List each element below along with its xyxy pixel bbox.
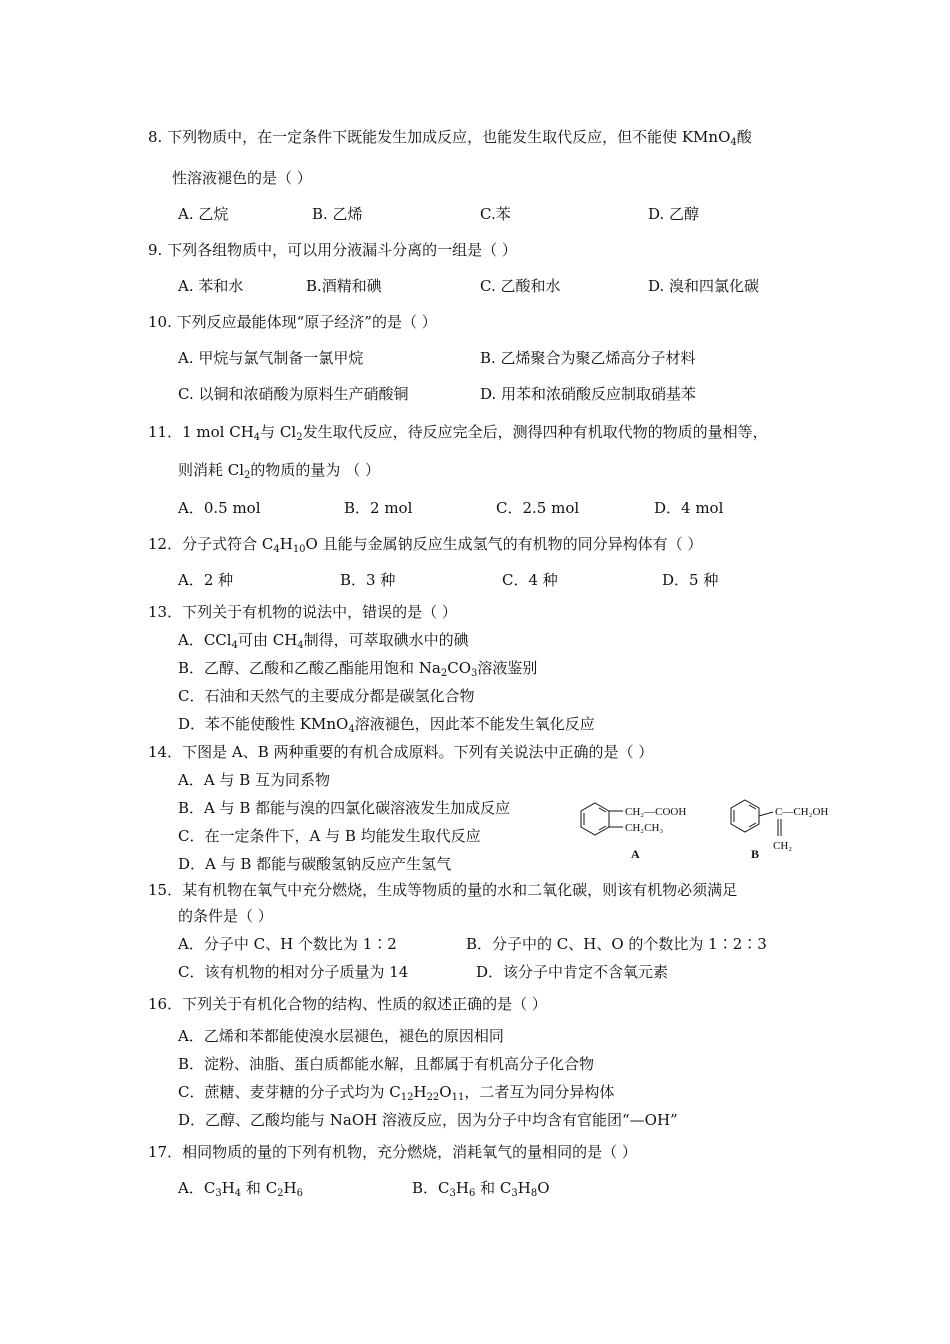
question-16-stem: 16．下列关于有机化合物的结构、性质的叙述正确的是（ ）: [148, 995, 547, 1013]
question-12-option-b: B．3 种: [340, 571, 396, 589]
structure-figure: [575, 790, 855, 865]
question-9-option-c: C. 乙酸和水: [480, 277, 561, 295]
question-17-stem: 17．相同物质的量的下列有机物，充分燃烧，消耗氧气的量相同的是（ ）: [148, 1143, 637, 1161]
question-15-stem-cont: 的条件是（ ）: [178, 907, 273, 925]
question-13-stem: 13．下列关于有机物的说法中，错误的是（ ）: [148, 603, 457, 621]
question-14-option-c: C．在一定条件下，A 与 B 均能发生取代反应: [178, 827, 481, 845]
question-16-option-b: B．淀粉、油脂、蛋白质都能水解，且都属于有机高分子化合物: [178, 1055, 595, 1073]
question-11-option-a: A．0.5 mol: [178, 499, 261, 517]
question-12-option-d: D．5 种: [662, 571, 719, 589]
question-14-stem: 14．下图是 A、B 两种重要的有机合成原料。下列有关说法中正确的是（ ）: [148, 743, 654, 761]
molecule-b-label: B: [751, 847, 760, 861]
question-10-option-a: A. 甲烷与氯气制备一氯甲烷: [178, 349, 364, 367]
question-11-stem: 11．1 mol $CH_4$与 $Cl_2$发生取代反应，待反应完全后，测得四种有机取代物的物质的量相等，: [148, 423, 768, 443]
question-14-option-a: A．A 与 B 互为同系物: [178, 771, 330, 789]
question-13-option-c: C．石油和天然气的主要成分都是碳氢化合物: [178, 687, 475, 705]
molecule-a-label: A: [631, 847, 640, 861]
question-17-option-b: B．$C_3H_6$ 和 $C_3H_8O$: [412, 1179, 550, 1199]
question-15-option-a: A．分子中 C、H 个数比为 1∶2: [178, 935, 397, 953]
question-16-option-c: C．蔗糖、麦芽糖的分子式均为 $C_{12}H_{22}O_{11}$，二者互为同分异构体: [178, 1083, 615, 1103]
question-15-stem: 15．某有机物在氧气中充分燃烧，生成等物质的量的水和二氧化碳，则该有机物必须满足: [148, 881, 738, 899]
question-8-option-a: A. 乙烷: [178, 205, 229, 223]
question-16-option-d: D．乙醇、乙酸均能与 NaOH 溶液反应，因为分子中均含有官能团“—OH”: [178, 1111, 678, 1129]
question-16-option-a: A．乙烯和苯都能使溴水层褪色，褪色的原因相同: [178, 1027, 504, 1045]
molecule-b-bond: [759, 812, 773, 816]
question-13-option-a: A．CCl$_4$可由 $CH_4$制得，可萃取碘水中的碘: [178, 631, 469, 651]
molecule-b-bottom-group: CH₂: [773, 840, 793, 852]
question-10-option-c: C. 以铜和浓硝酸为原料生产硝酸铜: [178, 385, 409, 403]
question-12-option-c: C．4 种: [502, 571, 558, 589]
question-11-option-c: C．2.5 mol: [496, 499, 580, 517]
question-11-option-b: B．2 mol: [344, 499, 413, 517]
question-14-option-d: D．A 与 B 都能与碳酸氢钠反应产生氢气: [178, 855, 452, 873]
question-12-stem: 12．分子式符合 $C_4H_{10}O$ 且能与金属钠反应生成氢气的有机物的同分异构体有（ ）: [148, 535, 703, 555]
question-10-option-d: D. 用苯和浓硝酸反应制取硝基苯: [480, 385, 697, 403]
question-11-stem-cont: 则消耗 $Cl_2$的物质的量为 （ ）: [178, 461, 380, 481]
question-8-stem-cont: 性溶液褪色的是（ ）: [172, 169, 312, 187]
question-10-stem: 10. 下列反应最能体现“原子经济”的是（ ）: [148, 313, 437, 331]
question-11-option-d: D．4 mol: [654, 499, 724, 517]
molecule-a-bottom-group: CH₂CH₃: [625, 822, 664, 834]
question-15-option-b: B．分子中的 C、H、O 的个数比为 1∶2∶3: [466, 935, 767, 953]
question-9-stem: 9. 下列各组物质中，可以用分液漏斗分离的一组是（ ）: [148, 241, 517, 259]
question-9-option-a: A. 苯和水: [178, 277, 244, 295]
question-13-option-d: D．苯不能使酸性 KMnO$_4$溶液褪色，因此苯不能发生氧化反应: [178, 715, 595, 735]
question-9-option-b: B.酒精和碘: [306, 277, 382, 295]
molecule-a-top-group: CH₂—COOH: [625, 806, 687, 818]
question-8-option-d: D. 乙醇: [648, 205, 700, 223]
question-13-option-b: B．乙醇、乙酸和乙酸乙酯能用饱和 $Na_2CO_3$溶液鉴别: [178, 659, 538, 679]
question-15-option-d: D．该分子中肯定不含氧元素: [476, 963, 669, 981]
question-8-stem: 8. 下列物质中，在一定条件下既能发生加成反应，也能发生取代反应，但不能使 KMnO$_4$酸: [148, 128, 752, 148]
question-9-option-d: D. 溴和四氯化碳: [648, 277, 760, 295]
question-12-option-a: A．2 种: [178, 571, 234, 589]
molecule-b-ring: [731, 800, 759, 832]
question-14-option-b: B．A 与 B 都能与溴的四氯化碳溶液发生加成反应: [178, 799, 511, 817]
question-8-option-b: B. 乙烯: [312, 205, 363, 223]
question-10-option-b: B. 乙烯聚合为聚乙烯高分子材料: [480, 349, 696, 367]
question-17-option-a: A．$C_3H_4$ 和 $C_2H_6$: [178, 1179, 304, 1199]
question-15-option-c: C．该有机物的相对分子质量为 14: [178, 963, 409, 981]
molecule-a-ring: [581, 803, 609, 835]
molecule-b-top-group: C—CH₂OH: [775, 806, 829, 818]
question-8-option-c: C.苯: [480, 205, 511, 223]
